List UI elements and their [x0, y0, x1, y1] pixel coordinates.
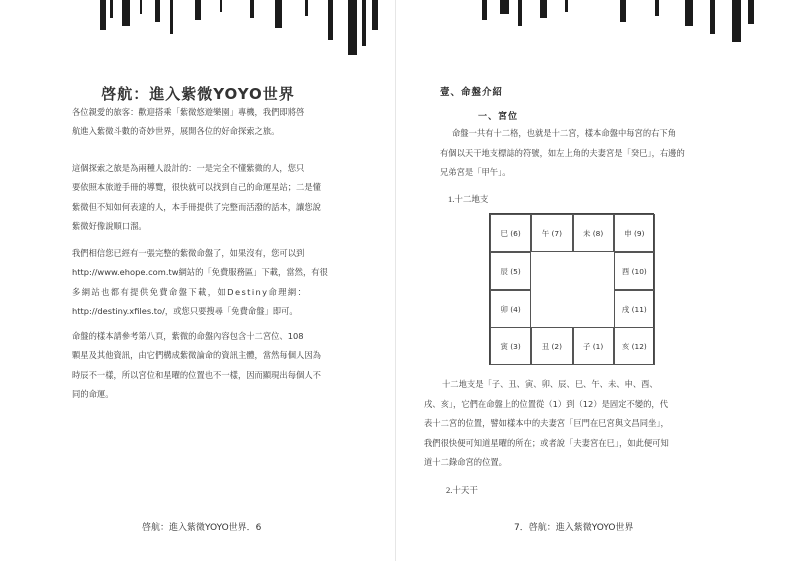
- section-heading: 壹、命盤介紹: [440, 87, 504, 98]
- text-line: 道十二錄命宮的位置。: [424, 457, 507, 468]
- branch-cell: 戌 (11): [614, 290, 655, 328]
- branch-cell: 丑 (2): [531, 327, 572, 365]
- text-line: 表十二宮的位置，譬如樣本中的夫妻宮「巨門在巳宮與文昌同坐」，: [424, 418, 669, 429]
- branch-cell: 亥 (12): [614, 327, 655, 365]
- subsection-heading: 一、宮位: [478, 112, 519, 122]
- text-line: 命盤一共有十二格，也就是十二宮，樣本命盤中每宮的右下角: [452, 128, 677, 138]
- text-line: http://www.ehope.com.tw網站的「免費服務區」下載，當然，有很: [72, 267, 328, 278]
- paragraph-intro: [440, 124, 770, 183]
- branch-cell: 申 (9): [614, 214, 655, 252]
- next-heading: 2.十天干: [446, 485, 478, 495]
- text-line: 戌、亥」，它們在命盤上的位置從（1）到（12）是固定不變的，代: [424, 398, 669, 409]
- text-line: http://destiny.xfiles.to/，或您只要搜尋「免費命盤」即可。: [72, 306, 298, 317]
- branch-cell: 卯 (4): [490, 290, 531, 328]
- text-line: 要依照本旅遊手冊的導覽，很快就可以找到自己的命運星站；二是懂: [72, 182, 321, 193]
- paragraph-chart-download: [72, 244, 364, 322]
- page-footer-right: 7．啓航：進入紫微YOYO世界: [514, 523, 634, 533]
- text-line: 顆星及其他資訊，由它們構成紫微論命的資訊主體，當然每個人因為: [72, 350, 321, 361]
- text-line: 十二地支是「子、丑、寅、卯、辰、巳、午、未、申、酉、: [442, 379, 658, 389]
- paragraph-explanation: [424, 375, 754, 473]
- text-line: 航進入紫微斗數的奇妙世界，展開各位的好命探索之旅。: [72, 126, 280, 137]
- page-footer-left: 啓航：進入紫微YOYO世界．6: [142, 523, 262, 533]
- text-line: 各位親愛的旅客：歡迎搭乘「紫微悠遊樂園」專機，我們即將啓: [72, 107, 305, 117]
- text-line: 多網站也都有提供免費命盤下載，如Destiny命理網：: [72, 286, 308, 297]
- text-line: 這個探索之旅是為兩種人設計的：一是完全不懂紫微的人，您只: [72, 163, 305, 173]
- branch-cell: 午 (7): [531, 214, 572, 252]
- text-line: 有個以天干地支標誌的符號，如左上角的夫妻宮是「癸巳」，右邊的: [440, 147, 685, 158]
- branch-cell: 未 (8): [573, 214, 614, 252]
- text-line: 紫微好像說順口溜。: [72, 221, 147, 232]
- diagram-title: 1.十二地支: [448, 194, 489, 204]
- paragraph-chart-sample: [72, 327, 364, 405]
- text-line: 時辰不一樣，所以宮位和星曜的位置也不一樣，因而顯現出每個人不: [72, 369, 321, 380]
- earthly-branches-grid: [489, 213, 654, 365]
- left-page: [0, 0, 396, 561]
- branch-cell: 寅 (3): [490, 327, 531, 365]
- text-line: 命盤的樣本請參考第八頁，紫微的命盤內容包含十二宮位、108: [72, 331, 304, 341]
- right-page: [396, 0, 793, 561]
- text-line: 我們相信您已經有一張完整的紫微命盤了，如果沒有，您可以到: [72, 248, 305, 258]
- text-line: 同的命運。: [72, 389, 114, 400]
- page-title: 啓航：進入紫微YOYO世界: [101, 85, 295, 103]
- paragraph-welcome: [72, 103, 364, 142]
- branch-cell: 辰 (5): [490, 252, 531, 290]
- branch-cell: 巳 (6): [490, 214, 531, 252]
- paragraph-audience: [72, 159, 364, 237]
- branch-cell: 酉 (10): [614, 252, 655, 290]
- branch-cell: 子 (1): [573, 327, 614, 365]
- text-line: 我們很快便可知道星曜的所在；或者說「夫妻宮在巳」，如此便可知: [424, 437, 669, 448]
- text-line: 紫微但不知如何表達的人，本手冊提供了完整而活潑的話本，讓您說: [72, 201, 321, 212]
- text-line: 兄弟宮是「甲午」。: [440, 167, 511, 178]
